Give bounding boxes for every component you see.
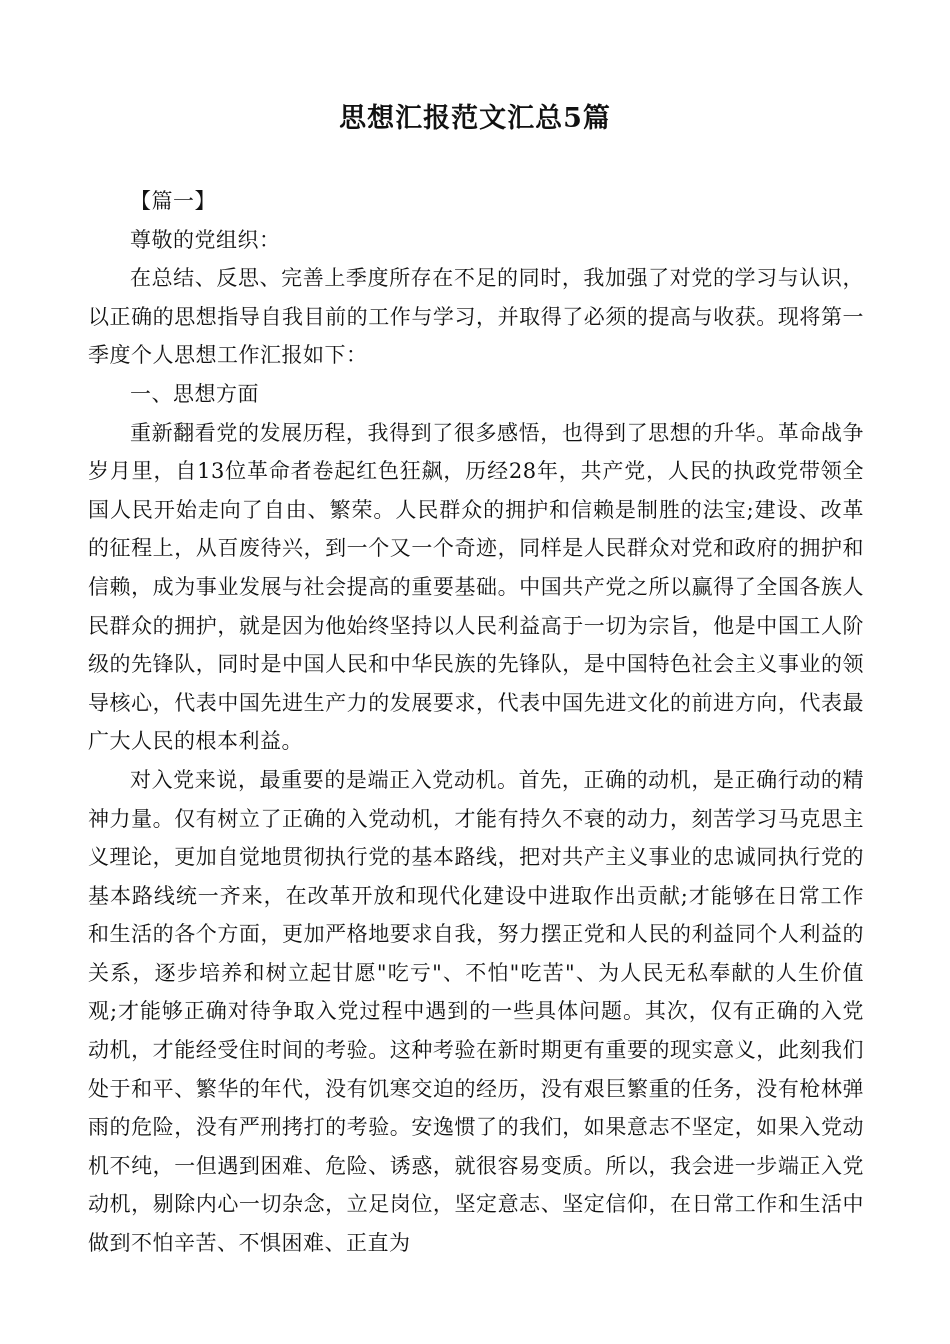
paragraph-party-history: 重新翻看党的发展历程，我得到了很多感悟，也得到了思想的升华。革命战争岁月里，自13位革命者卷起红色狂飙，历经28年，共产党，人民的执政党带领全国人民开始走向了自由、繁荣。人民群众的拥护和信赖是制胜的法宝;建设、改革的征程上，从百废待兴，到一个又一个奇迹，同样是人民群众对党和政府的拥护和信赖，成为事业发展与社会提高的重要基础。中国共产党之所以赢得了全国各族人民群众的拥护，就是因为他始终坚持以人民利益高于一切为宗旨，他是中国工人阶级的先锋队，同时是中国人民和中华民族的先锋队，是中国特色社会主义事业的领导核心，代表中国先进生产力的发展要求，代表中国先进文化的前进方向，代表最广大人民的根本利益。 (88, 420, 864, 754)
section-heading-thought: 一、思想方面 (130, 381, 259, 406)
paragraph-motivation: 对入党来说，最重要的是端正入党动机。首先，正确的动机，是正确行动的精神力量。仅有树立了正确的入党动机，才能有持久不衰的动力，刻苦学习马克思主义理论，更加自觉地贯彻执行党的基本路线，把对共产主义事业的忠诚同执行党的基本路线统一齐来，在改革开放和现代化建设中进取作出贡献;才能够在日常工作和生活的各个方面，更加严格地要求自我，努力摆正党和人民的利益同个人利益的关系，逐步培养和树立起甘愿"吃亏"、不怕"吃苦"、为人民无私奉献的人生价值观;才能够正确对待争取入党过程中遇到的一些具体问题。其次，仅有正确的入党动机，才能经受住时间的考验。这种考验在新时期更有重要的现实意义，此刻我们处于和平、繁华的年代，没有饥寒交迫的经历，没有艰巨繁重的任务，没有枪林弹雨的危险，没有严刑拷打的考验。安逸惯了的我们，如果意志不坚定，如果入党动机不纯，一但遇到困难、危险、诱惑，就很容易变质。所以，我会进一步端正入党动机，剔除内心一切杂念，立足岗位，坚定意志、坚定信仰，在日常工作和生活中做到不怕辛苦、不惧困难、正直为 (88, 767, 864, 1256)
document-title: 思想汇报范文汇总5篇 (339, 103, 611, 134)
section-label: 【篇一】 (130, 189, 216, 213)
document-body (88, 182, 864, 1263)
salutation: 尊敬的党组织： (130, 227, 281, 252)
paragraph-intro: 在总结、反思、完善上季度所存在不足的同时，我加强了对党的学习与认识，以正确的思想指导自我目前的工作与学习，并取得了必须的提高与收获。现将第一季度个人思想工作汇报如下： (88, 266, 864, 368)
